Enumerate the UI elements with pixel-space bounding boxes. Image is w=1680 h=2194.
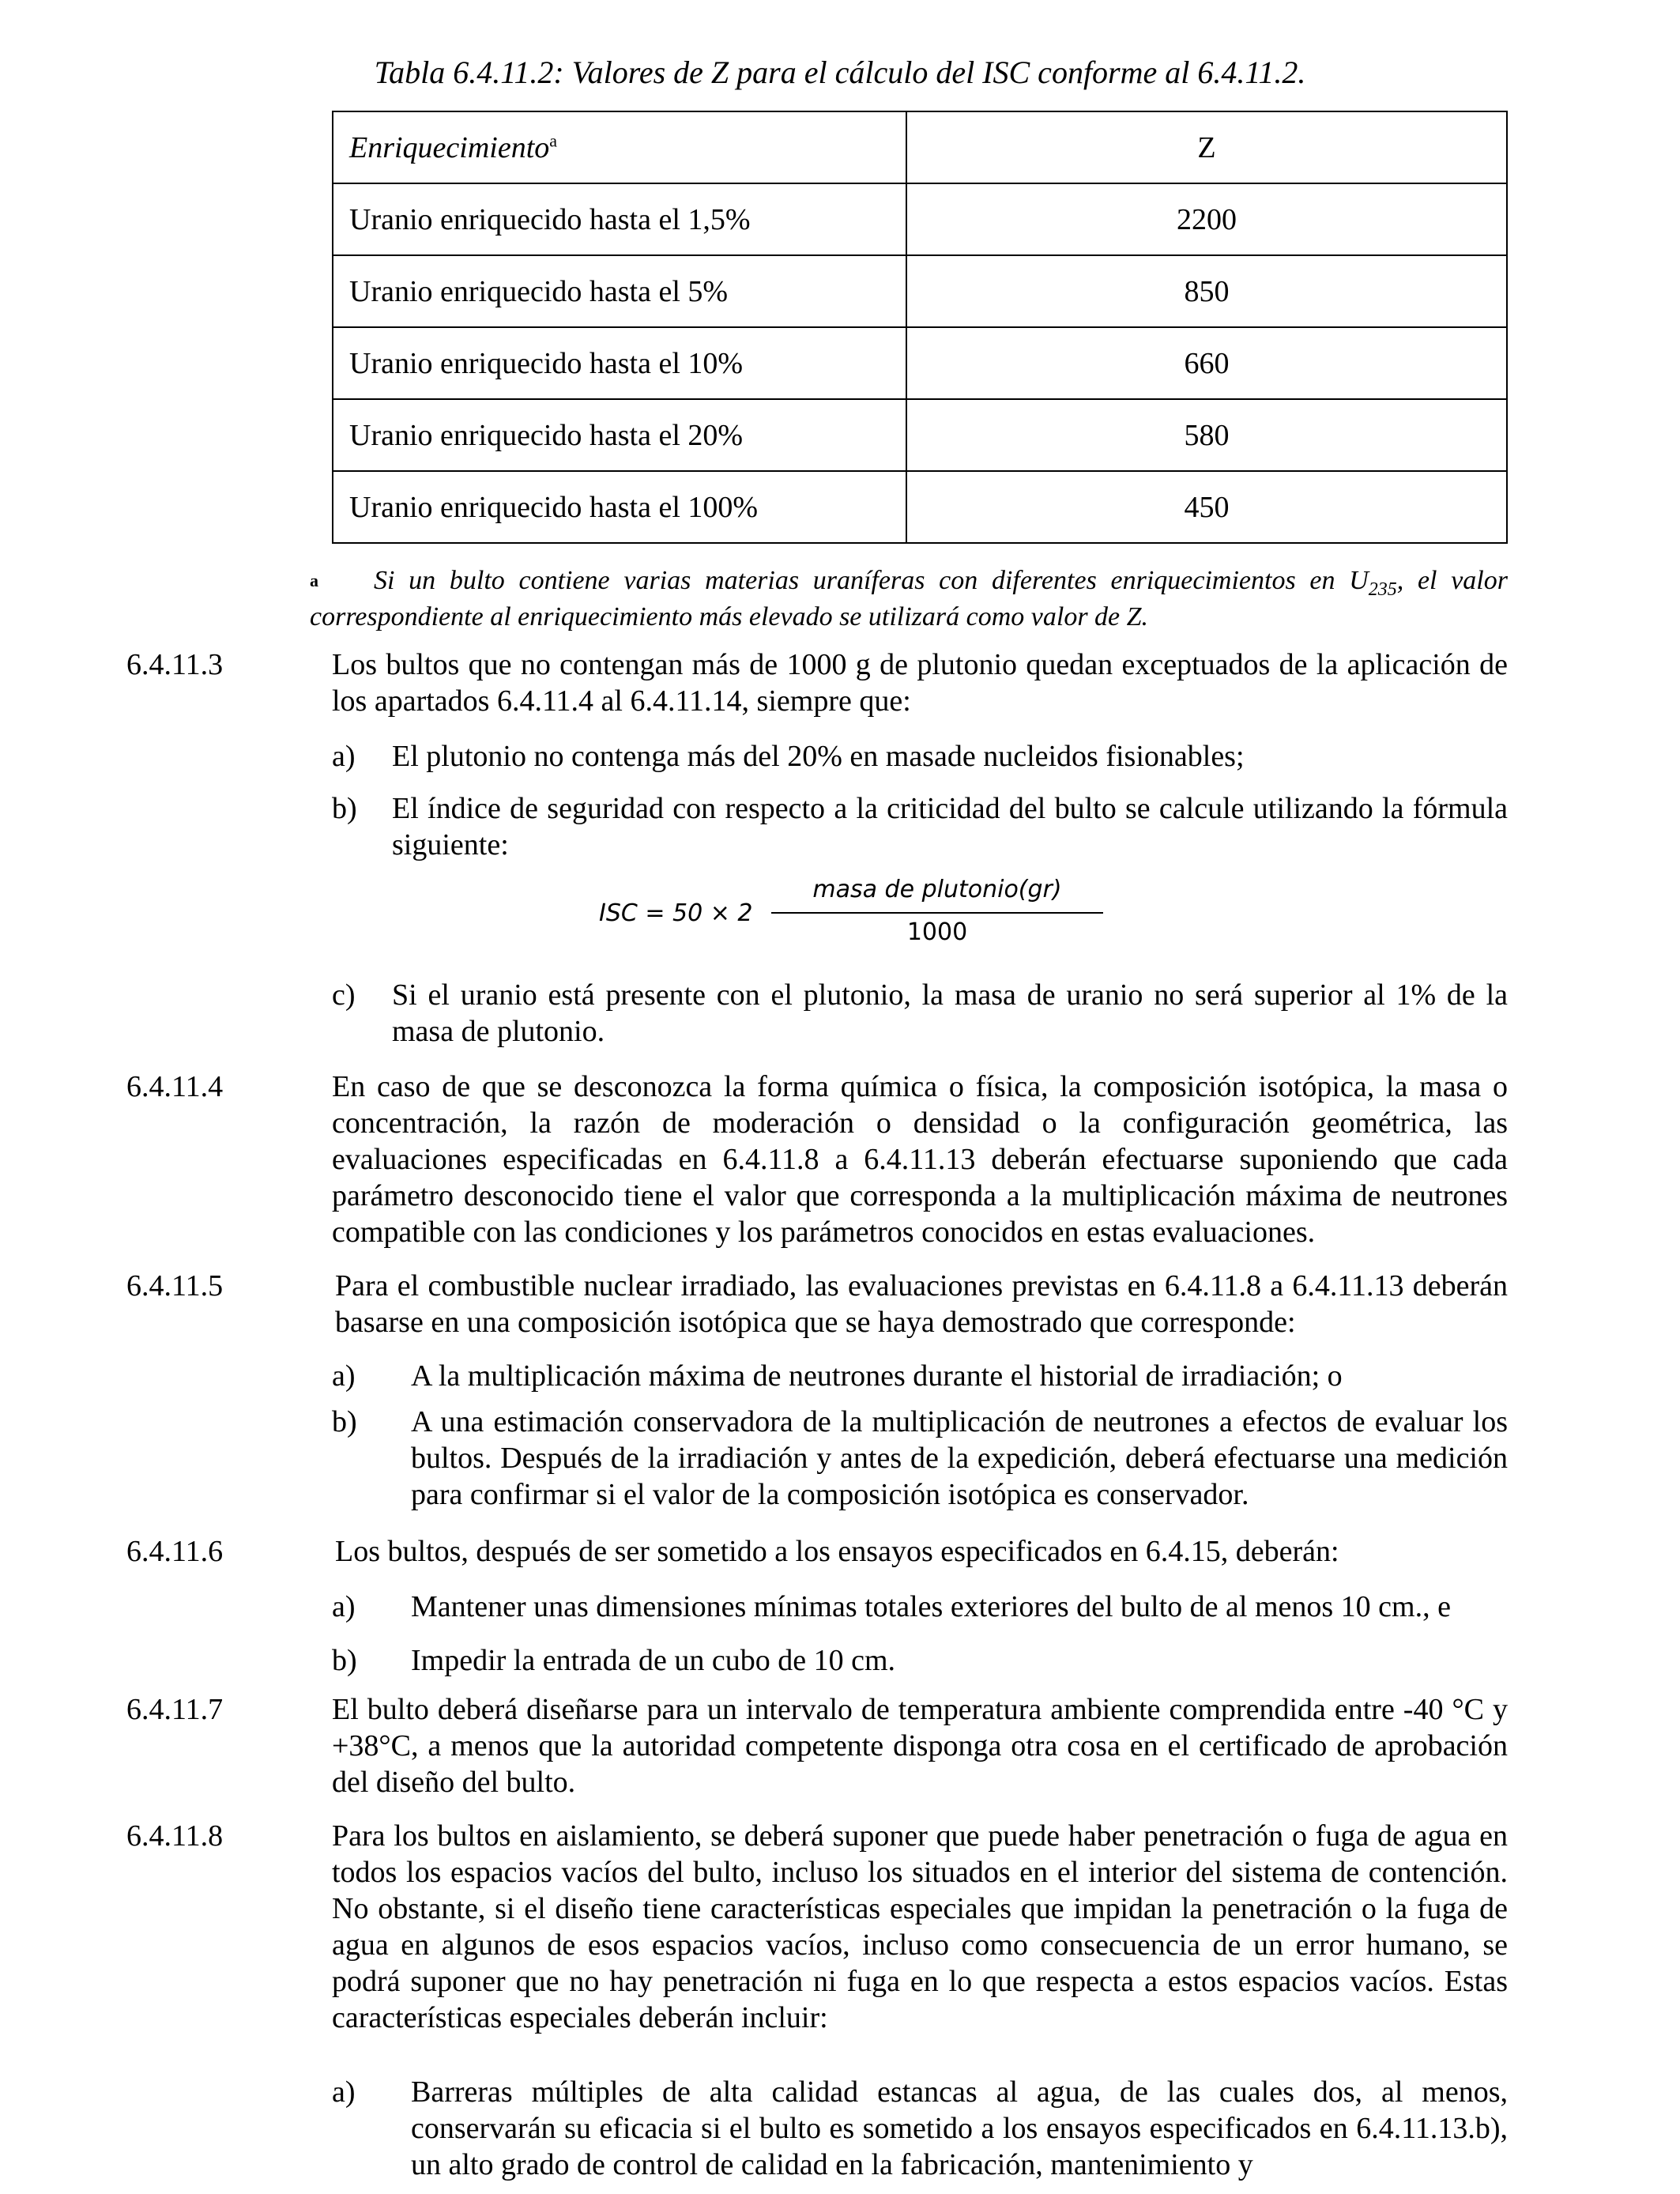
header-footnote-mark: a [549,130,558,150]
footnote-subscript: 235 [1368,579,1397,600]
footnote-text-b: , el valor correspondiente al enriquecimiento más elevado se utilizará como valor de Z. [310,566,1508,631]
footnote-mark: a [310,571,318,590]
item-text: A una estimación conservadora de la multiplicación de neutrones a efectos de evaluar los bultos. Después de la irradiación y antes de la expedición, deberá efectuarse una medición para confirmar si el valor de la composición isotópica es conservador. [411,1405,1508,1511]
section-text-6-4-11-7: El bulto deberá diseñarse para un intervalo de temperatura ambiente comprendida entre -40 °C y +38°C, a menos que la autoridad competente disponga otra cosa en el certificado de aprobación del diseño del bulto. [332,1693,1508,1799]
table-title: Tabla 6.4.11.2: Valores de Z para el cálculo del ISC conforme al 6.4.11.2. [374,55,1306,90]
item-label: b) [332,1405,357,1438]
table-row [333,327,1507,399]
item-text: A la multiplicación máxima de neutrones durante el historial de irradiación; o [411,1359,1343,1393]
item-label: a) [332,1590,356,1623]
row-value: 660 [906,327,1507,399]
section-number-6-4-11-6: 6.4.11.6 [126,1535,224,1568]
item-text: Impedir la entrada de un cubo de 10 cm. [411,1644,896,1677]
formula-lhs: ISC = 50 × 2 [599,899,753,927]
section-text-6-4-11-4: En caso de que se desconozca la forma química o física, la composición isotópica, la masa o concentración, la razón de moderación o densidad o la configuración geométrica, las evaluaciones especificadas en 6.4.11.8 a 6.4.11.13 deberán efectuarse suponiendo que cada parámetro desconocido tiene el valor que corresponda a la multiplicación máxima de neutrones compatible con las condiciones y los parámetros conocidos en estas evaluaciones. [332,1070,1508,1249]
section-text-6-4-11-8: Para los bultos en aislamiento, se deberá suponer que puede haber penetración o fuga de agua en todos los espacios vacíos del bulto, incluso los situados en el interior del sistema de contención. No obstante, si el diseño tiene características especiales que impidan la penetración o la fuga de agua en algunos de esos espacios vacíos, incluso como consecuencia de un error humano, se podrá suponer que no hay penetración ni fuga en lo que respecta a estos espacios vacíos. Estas características especiales deberán incluir: [332,1819,1508,2034]
section-text-6-4-11-3: Los bultos que no contengan más de 1000 g de plutonio quedan exceptuados de la aplicación de los apartados 6.4.11.4 al 6.4.11.14, siempre que: [332,648,1508,718]
header-enriquecimiento [333,111,906,183]
table-row [333,183,1507,255]
row-value: 580 [906,399,1507,471]
z-values-table [332,111,1508,544]
item-text: Barreras múltiples de alta calidad estancas al agua, de las cuales dos, al menos, conservarán su eficacia si el bulto es sometido a los ensayos especificados en 6.4.11.13.b), un alto grado de control de calidad en la fabricación, mantenimiento y [411,2075,1508,2181]
section-number-6-4-11-3: 6.4.11.3 [126,648,224,681]
row-value: 450 [906,471,1507,543]
item-label: a) [332,2075,356,2109]
row-label: Uranio enriquecido hasta el 5% [333,255,906,327]
item-text: Mantener unas dimensiones mínimas totales exteriores del bulto de al menos 10 cm., e [411,1590,1451,1623]
row-label: Uranio enriquecido hasta el 10% [333,327,906,399]
item-text: Si el uranio está presente con el plutonio, la masa de uranio no será superior al 1% de la masa de plutonio. [392,978,1508,1048]
item-label: a) [332,1359,356,1393]
table-row [333,471,1507,543]
section-text-6-4-11-5: Para el combustible nuclear irradiado, las evaluaciones previstas en 6.4.11.8 a 6.4.11.13 deberán basarse en una composición isotópica que se haya demostrado que corresponde: [335,1269,1508,1339]
section-text-6-4-11-6: Los bultos, después de ser sometido a los ensayos especificados en 6.4.15, deberán: [335,1535,1339,1568]
row-label: Uranio enriquecido hasta el 100% [333,471,906,543]
row-label: Uranio enriquecido hasta el 1,5% [333,183,906,255]
item-label: b) [332,792,357,825]
row-value: 850 [906,255,1507,327]
section-number-6-4-11-8: 6.4.11.8 [126,1819,224,1853]
header-z: Z [906,111,1507,183]
row-label: Uranio enriquecido hasta el 20% [333,399,906,471]
section-number-6-4-11-5: 6.4.11.5 [126,1269,224,1302]
footnote-text-a: Si un bulto contiene varias materias uraníferas con diferentes enriquecimientos en U [374,566,1369,595]
formula-numerator: masa de plutonio(gr) [812,876,1062,903]
item-label: b) [332,1644,357,1677]
header-enriquecimiento-label: Enriquecimiento [349,130,550,164]
table-footnote [310,563,1508,635]
section-number-6-4-11-7: 6.4.11.7 [126,1693,224,1726]
section-number-6-4-11-4: 6.4.11.4 [126,1070,224,1103]
row-value: 2200 [906,183,1507,255]
isc-formula [599,876,1105,952]
table-row [333,399,1507,471]
table-row [333,255,1507,327]
item-label: c) [332,978,356,1012]
formula-denominator: 1000 [906,918,968,946]
item-text: El índice de seguridad con respecto a la criticidad del bulto se calcule utilizando la fórmula siguiente: [392,792,1508,861]
formula-fraction-bar [771,912,1103,914]
item-text: El plutonio no contenga más del 20% en masade nucleidos fisionables; [392,740,1245,773]
item-label: a) [332,740,356,773]
table-header-row [333,111,1507,183]
